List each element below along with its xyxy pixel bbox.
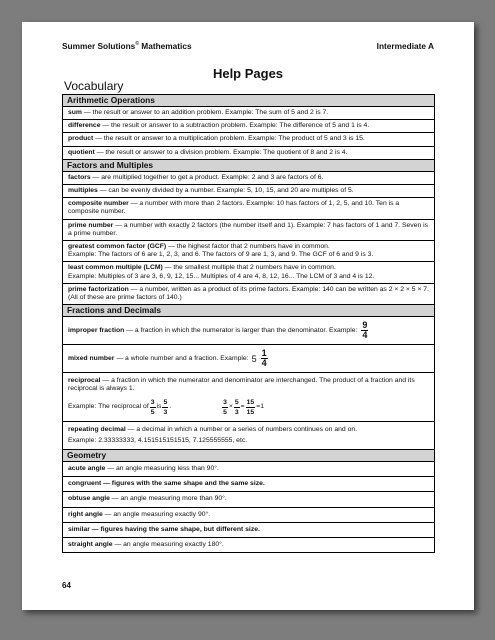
section-arithmetic-operations: Arithmetic Operations [63, 95, 434, 107]
fraction-1-4: $\frac{1}{4}$ [261, 348, 267, 369]
section-fractions-decimals: Fractions and Decimals [63, 305, 434, 317]
vocabulary-heading: Vocabulary [64, 79, 124, 93]
fraction-9-4: $\frac{9}{4}$ [362, 320, 368, 341]
term-lcm: least common multiple (LCM) — the smallest multiple that 2 numbers have in common. Example: Multiples of 3 are 3, 6, 9, 12, 15... Multiples of 4 are 4, 8, 12, 16... The LCM of 3 and 4 is 12. [63, 262, 434, 283]
term-quotient: quotient — the result or answer to a division problem. Example: The quotient of 8 and 2 is 4. [63, 147, 434, 160]
term-product: product — the result or answer to a multiplication problem. Example: The product of 5 and 3 is 15. [63, 133, 434, 146]
term-obtuse-angle: obtuse angle — an angle measuring more than 90°. [63, 492, 434, 507]
term-prime-factorization: prime factorization — a number, written as a product of its prime factors. Example: 140 can be written as 2 × 2 × 5 × 7. (All of these are prime factors of 140.) [63, 284, 434, 305]
term-reciprocal: reciprocal — a fraction in which the numerator and denominator are interchanged. The product of a fraction and its reciprocal is always 1. Example: The reciprocal of $\frac{3}{5}$ is $\frac{5}{3}$ . $\frac{3}{5}$ × $\frac{5}{3}$ = $\frac{15}{15}$ = 1 [63, 373, 434, 421]
term-sum: sum — the result or answer to an addition problem. Example: The sum of 5 and 2 is 7. [63, 107, 434, 120]
term-congruent: congruent — figures with the same shape and the same size. [63, 477, 434, 492]
level-label: Intermediate A [376, 41, 434, 51]
term-composite-number: composite number — a number with more than 2 factors. Example: 10 has factors of 1, 2, 5, and 10. Ten is a composite number. [63, 198, 434, 219]
fraction-3-5: $\frac{3}{5}$ [150, 398, 155, 416]
term-gcf: greatest common factor (GCF) — the highest factor that 2 numbers have in common. Example: The factors of 6 are 1, 2, 3, and 6. The factors of 9 are 1, 3, and 9. The GCF of 6 and 9 is 3. [63, 241, 434, 262]
term-prime-number: prime number — a number with exactly 2 factors (the number itself and 1). Example: 7 has factors of 1 and 7. Seven is a prime number. [63, 220, 434, 241]
workbook-page [22, 22, 474, 610]
book-title: Summer Solutions© Mathematics [62, 41, 192, 51]
term-repeating-decimal: repeating decimal — a decimal in which a number or a series of numbers continues on and on. Example: 2.33333333, 4.151515151515, 7.125555555, etc. [63, 422, 434, 450]
term-straight-angle: straight angle — an angle measuring exactly 180°. [68, 541, 224, 549]
term-improper-fraction: improper fraction — a fraction in which the numerator is larger than the denominator. Example: $\frac{9}{4}$ [63, 317, 434, 345]
page-number: 64 [62, 581, 71, 590]
term-multiples: multiples — can be evenly divided by a number. Example: 5, 10, 15, and 20 are multiples of 5. [63, 185, 434, 198]
term-factors: factors — are multiplied together to get a product. Example: 2 and 3 are factors of 6. [63, 172, 434, 185]
term-mixed-number: mixed number — a whole number and a fraction. Example: 5 $\frac{1}{4}$ [63, 345, 434, 373]
vocabulary-table [62, 94, 435, 553]
term-similar: similar — figures having the same shape, but different size. [63, 523, 434, 538]
fraction-5-3: $\frac{5}{3}$ [163, 398, 168, 416]
term-difference: difference — the result or answer to a subtraction problem. Example: The difference of 5 and 1 is 4. [63, 120, 434, 133]
section-geometry: Geometry [63, 450, 434, 462]
term-right-angle: right angle — an angle measuring exactly 90°. [63, 508, 434, 523]
term-acute-angle: acute angle — an angle measuring less than 90°. [63, 462, 434, 477]
section-factors-multiples: Factors and Multiples [63, 160, 434, 172]
page-title: Help Pages [212, 66, 284, 81]
